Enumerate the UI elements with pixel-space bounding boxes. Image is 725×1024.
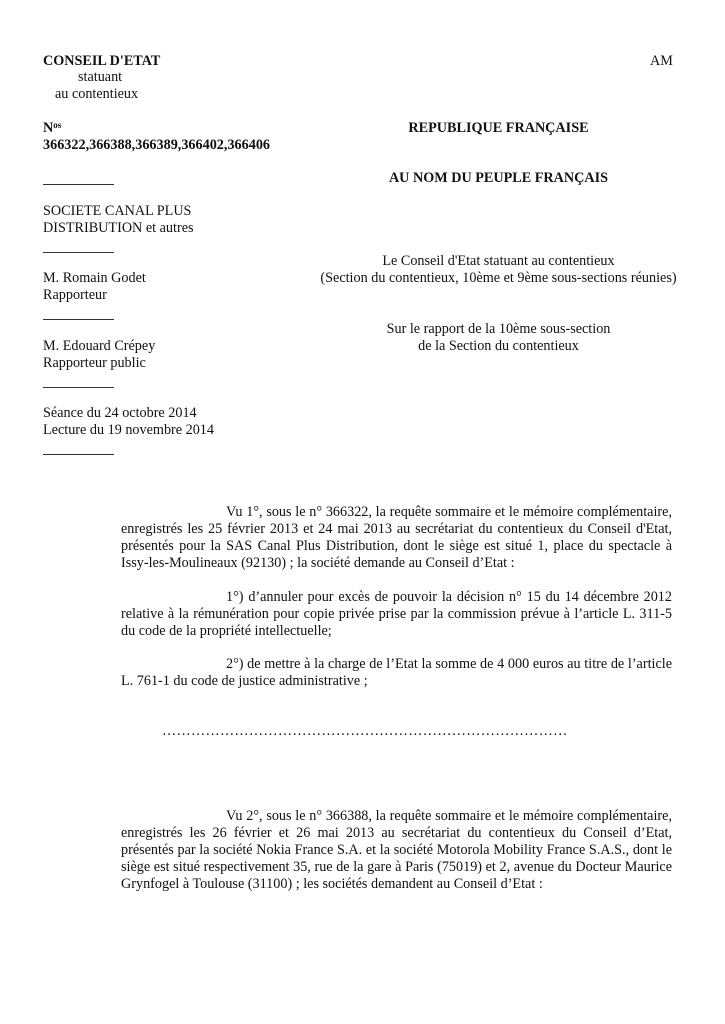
- council-line-2: (Section du contentieux, 10ème et 9ème sous-sections réunies): [320, 270, 677, 286]
- separator: [43, 387, 114, 388]
- paragraph-vu-1: Vu 1°, sous le n° 366322, la requête sommaire et le mémoire complémentaire, enregistrés les 25 février 2013 et 24 mai 2013 au secrétariat du contentieux du Conseil d'Etat, présentés pour la SAS Canal Plus Distribution, dont le siège est situé 1, place du spectacle à Issy-les-Moulineaux (92130) ; la société demande au Conseil d’Etat :: [121, 504, 672, 571]
- public-rapporteur-role: Rapporteur public: [43, 355, 146, 371]
- court-contentieux: au contentieux: [55, 86, 139, 102]
- party-line-1: SOCIETE CANAL PLUS: [43, 203, 192, 219]
- seance-date: Séance du 24 octobre 2014: [43, 405, 197, 421]
- ellipsis-line: …………………………………………………………………………: [162, 723, 568, 739]
- republic-title: REPUBLIQUE FRANÇAISE: [408, 120, 589, 136]
- initials: AM: [650, 53, 673, 69]
- court-name: CONSEIL D'ETAT: [43, 53, 161, 69]
- separator: [43, 184, 114, 185]
- council-line-1: Le Conseil d'Etat statuant au contentieux: [382, 253, 615, 269]
- court-statuant: statuant: [78, 69, 123, 85]
- separator: [43, 252, 114, 253]
- paragraph-charge: 2°) de mettre à la charge de l’Etat la somme de 4 000 euros au titre de l’article L. 761-1 du code de justice administrative ;: [121, 656, 672, 689]
- rapporteur-role: Rapporteur: [43, 287, 107, 303]
- paragraph-vu-2: Vu 2°, sous le n° 366388, la requête sommaire et le mémoire complémentaire, enregistrés les 26 février et 26 mai 2013 au secrétariat du contentieux du Conseil d’Etat, présentés par la société Nokia France S.A. et la société Motorola Mobility France S.A.S., dont le siège est situé respectivement 35, rue de la gare à Paris (75019) et 2, avenue du Docteur Maurice Grynfogel à Toulouse (31100) ; les sociétés demandent au Conseil d’Etat :: [121, 808, 672, 892]
- case-numbers: 366322,366388,366389,366402,366406: [43, 137, 270, 153]
- case-numbers-label: $N^{os}$: [43, 120, 62, 136]
- people-title: AU NOM DU PEUPLE FRANÇAIS: [388, 170, 609, 186]
- report-line-1: Sur le rapport de la 10ème sous-section: [386, 321, 611, 337]
- paragraph-annuler: 1°) d’annuler pour excès de pouvoir la décision n° 15 du 14 décembre 2012 relative à la rémunération pour copie privée prise par la commission prévue à l’article L. 311-5 du code de la propriété intellectuelle;: [121, 589, 672, 639]
- separator: [43, 454, 114, 455]
- party-line-2: DISTRIBUTION et autres: [43, 220, 194, 236]
- rapporteur-name: M. Romain Godet: [43, 270, 146, 286]
- public-rapporteur-name: M. Edouard Crépey: [43, 338, 156, 354]
- lecture-date: Lecture du 19 novembre 2014: [43, 422, 214, 438]
- separator: [43, 319, 114, 320]
- report-line-2: de la Section du contentieux: [418, 338, 579, 354]
